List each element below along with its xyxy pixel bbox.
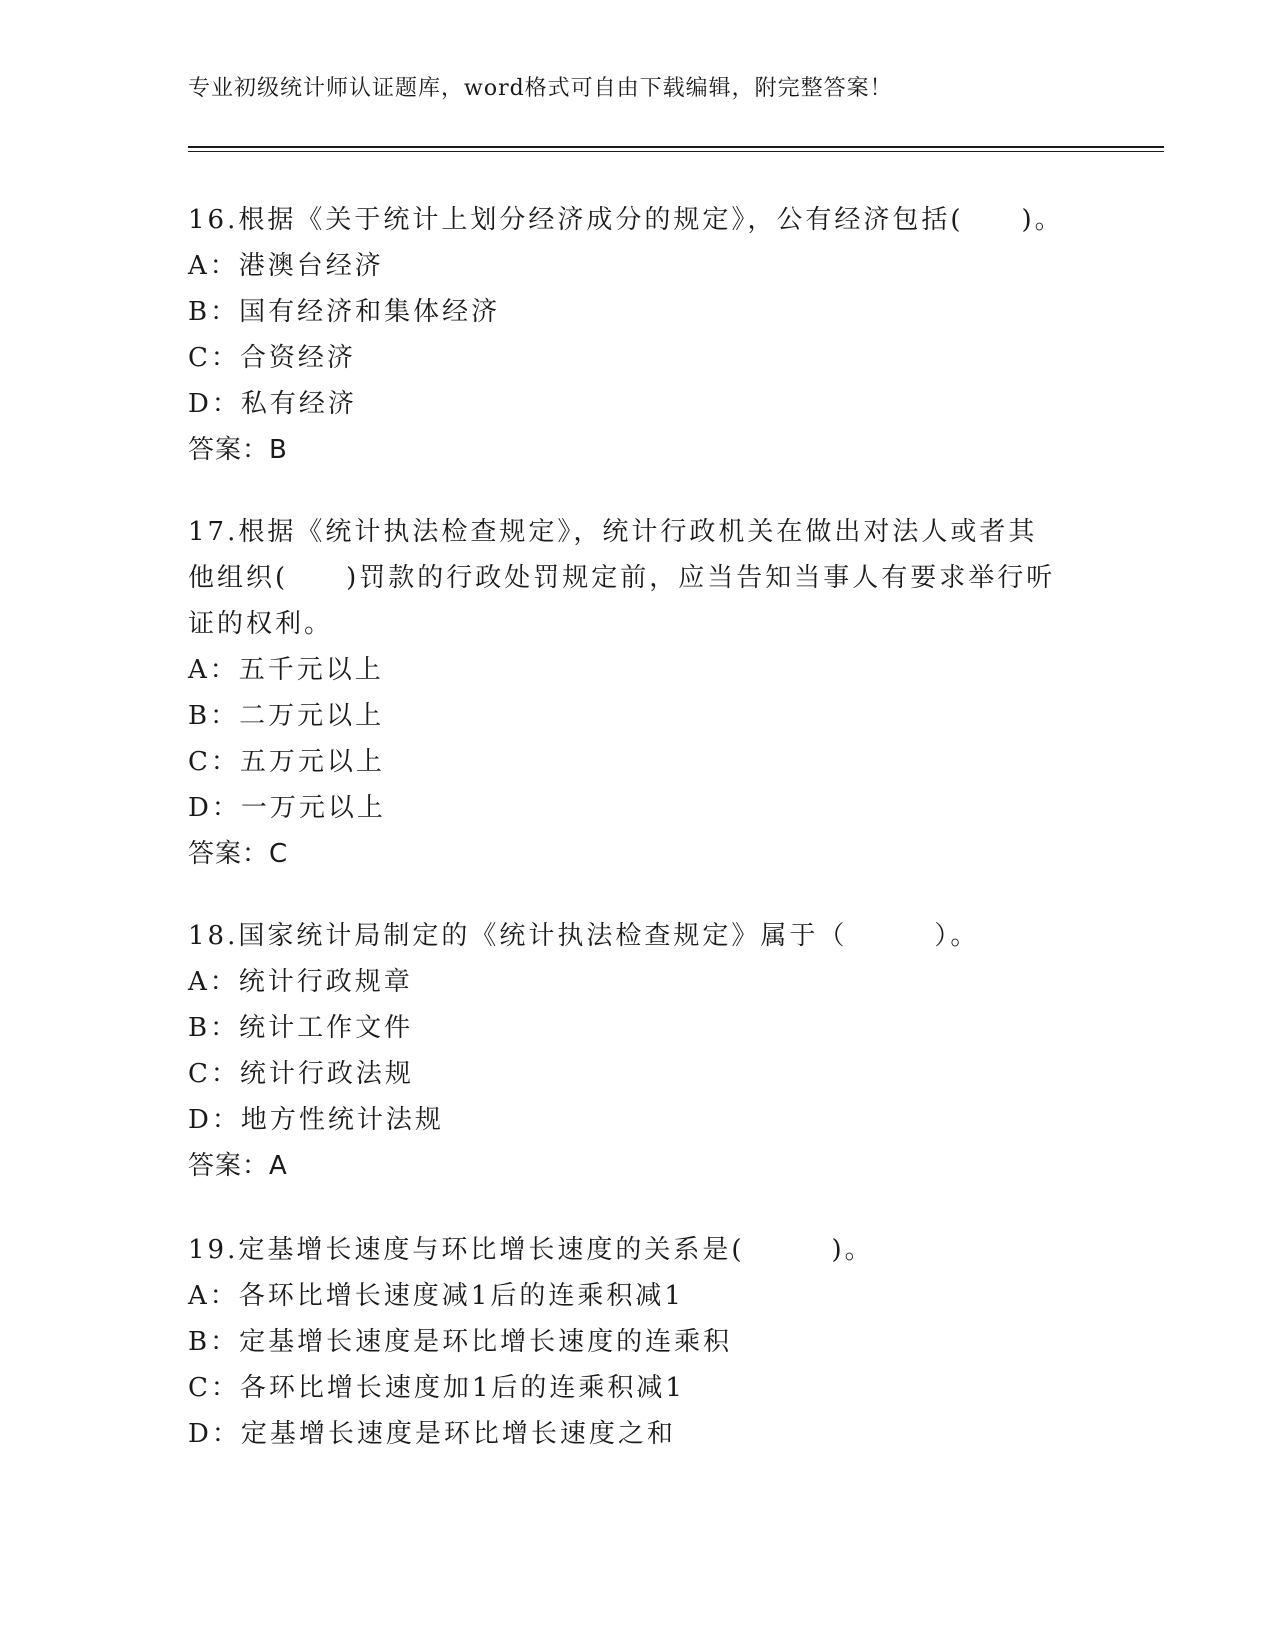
question-16 bbox=[188, 197, 1088, 473]
option-b: B：定基增长速度是环比增长速度的连乘积 bbox=[188, 1327, 733, 1357]
option-c: C：统计行政法规 bbox=[188, 1059, 414, 1089]
option-b: B：二万元以上 bbox=[188, 701, 385, 731]
option-a: A：五千元以上 bbox=[188, 655, 384, 685]
question-stem: 18.国家统计局制定的《统计执法检查规定》属于（ ）。 bbox=[188, 921, 980, 951]
option-c: C：五万元以上 bbox=[188, 747, 385, 777]
option-a: A：统计行政规章 bbox=[188, 967, 413, 997]
question-stem: 19.定基增长速度与环比增长速度的关系是( )。 bbox=[188, 1235, 874, 1265]
option-c: C：各环比增长速度加1后的连乘积减1 bbox=[188, 1373, 685, 1403]
option-b: B：统计工作文件 bbox=[188, 1013, 414, 1043]
header-divider bbox=[188, 146, 1164, 152]
question-stem-line-2: 他组织( )罚款的行政处罚规定前，应当告知当事人有要求举行听 bbox=[188, 563, 1056, 593]
option-d: D：私有经济 bbox=[188, 389, 357, 419]
question-stem-line-3: 证的权利。 bbox=[188, 609, 334, 639]
question-19 bbox=[188, 1227, 1088, 1457]
answer: 答案：C bbox=[188, 839, 289, 869]
option-c: C：合资经济 bbox=[188, 343, 356, 373]
question-17 bbox=[188, 509, 1088, 877]
question-stem: 16.根据《关于统计上划分经济成分的规定》，公有经济包括( )。 bbox=[188, 205, 1064, 235]
question-stem-line-1: 17.根据《统计执法检查规定》，统计行政机关在做出对法人或者其 bbox=[188, 517, 1038, 547]
option-a: A：港澳台经济 bbox=[188, 251, 384, 281]
option-b: B：国有经济和集体经济 bbox=[188, 297, 501, 327]
page-header-text: 专业初级统计师认证题库，word格式可自由下载编辑，附完整答案！ bbox=[188, 76, 893, 101]
option-d: D：一万元以上 bbox=[188, 793, 386, 823]
option-d: D：定基增长速度是环比增长速度之和 bbox=[188, 1419, 676, 1449]
option-d: D：地方性统计法规 bbox=[188, 1105, 444, 1135]
option-a: A：各环比增长速度减1后的连乘积减1 bbox=[188, 1281, 684, 1311]
answer: 答案：B bbox=[188, 435, 288, 465]
answer: 答案：A bbox=[188, 1151, 288, 1181]
question-18 bbox=[188, 913, 1088, 1189]
